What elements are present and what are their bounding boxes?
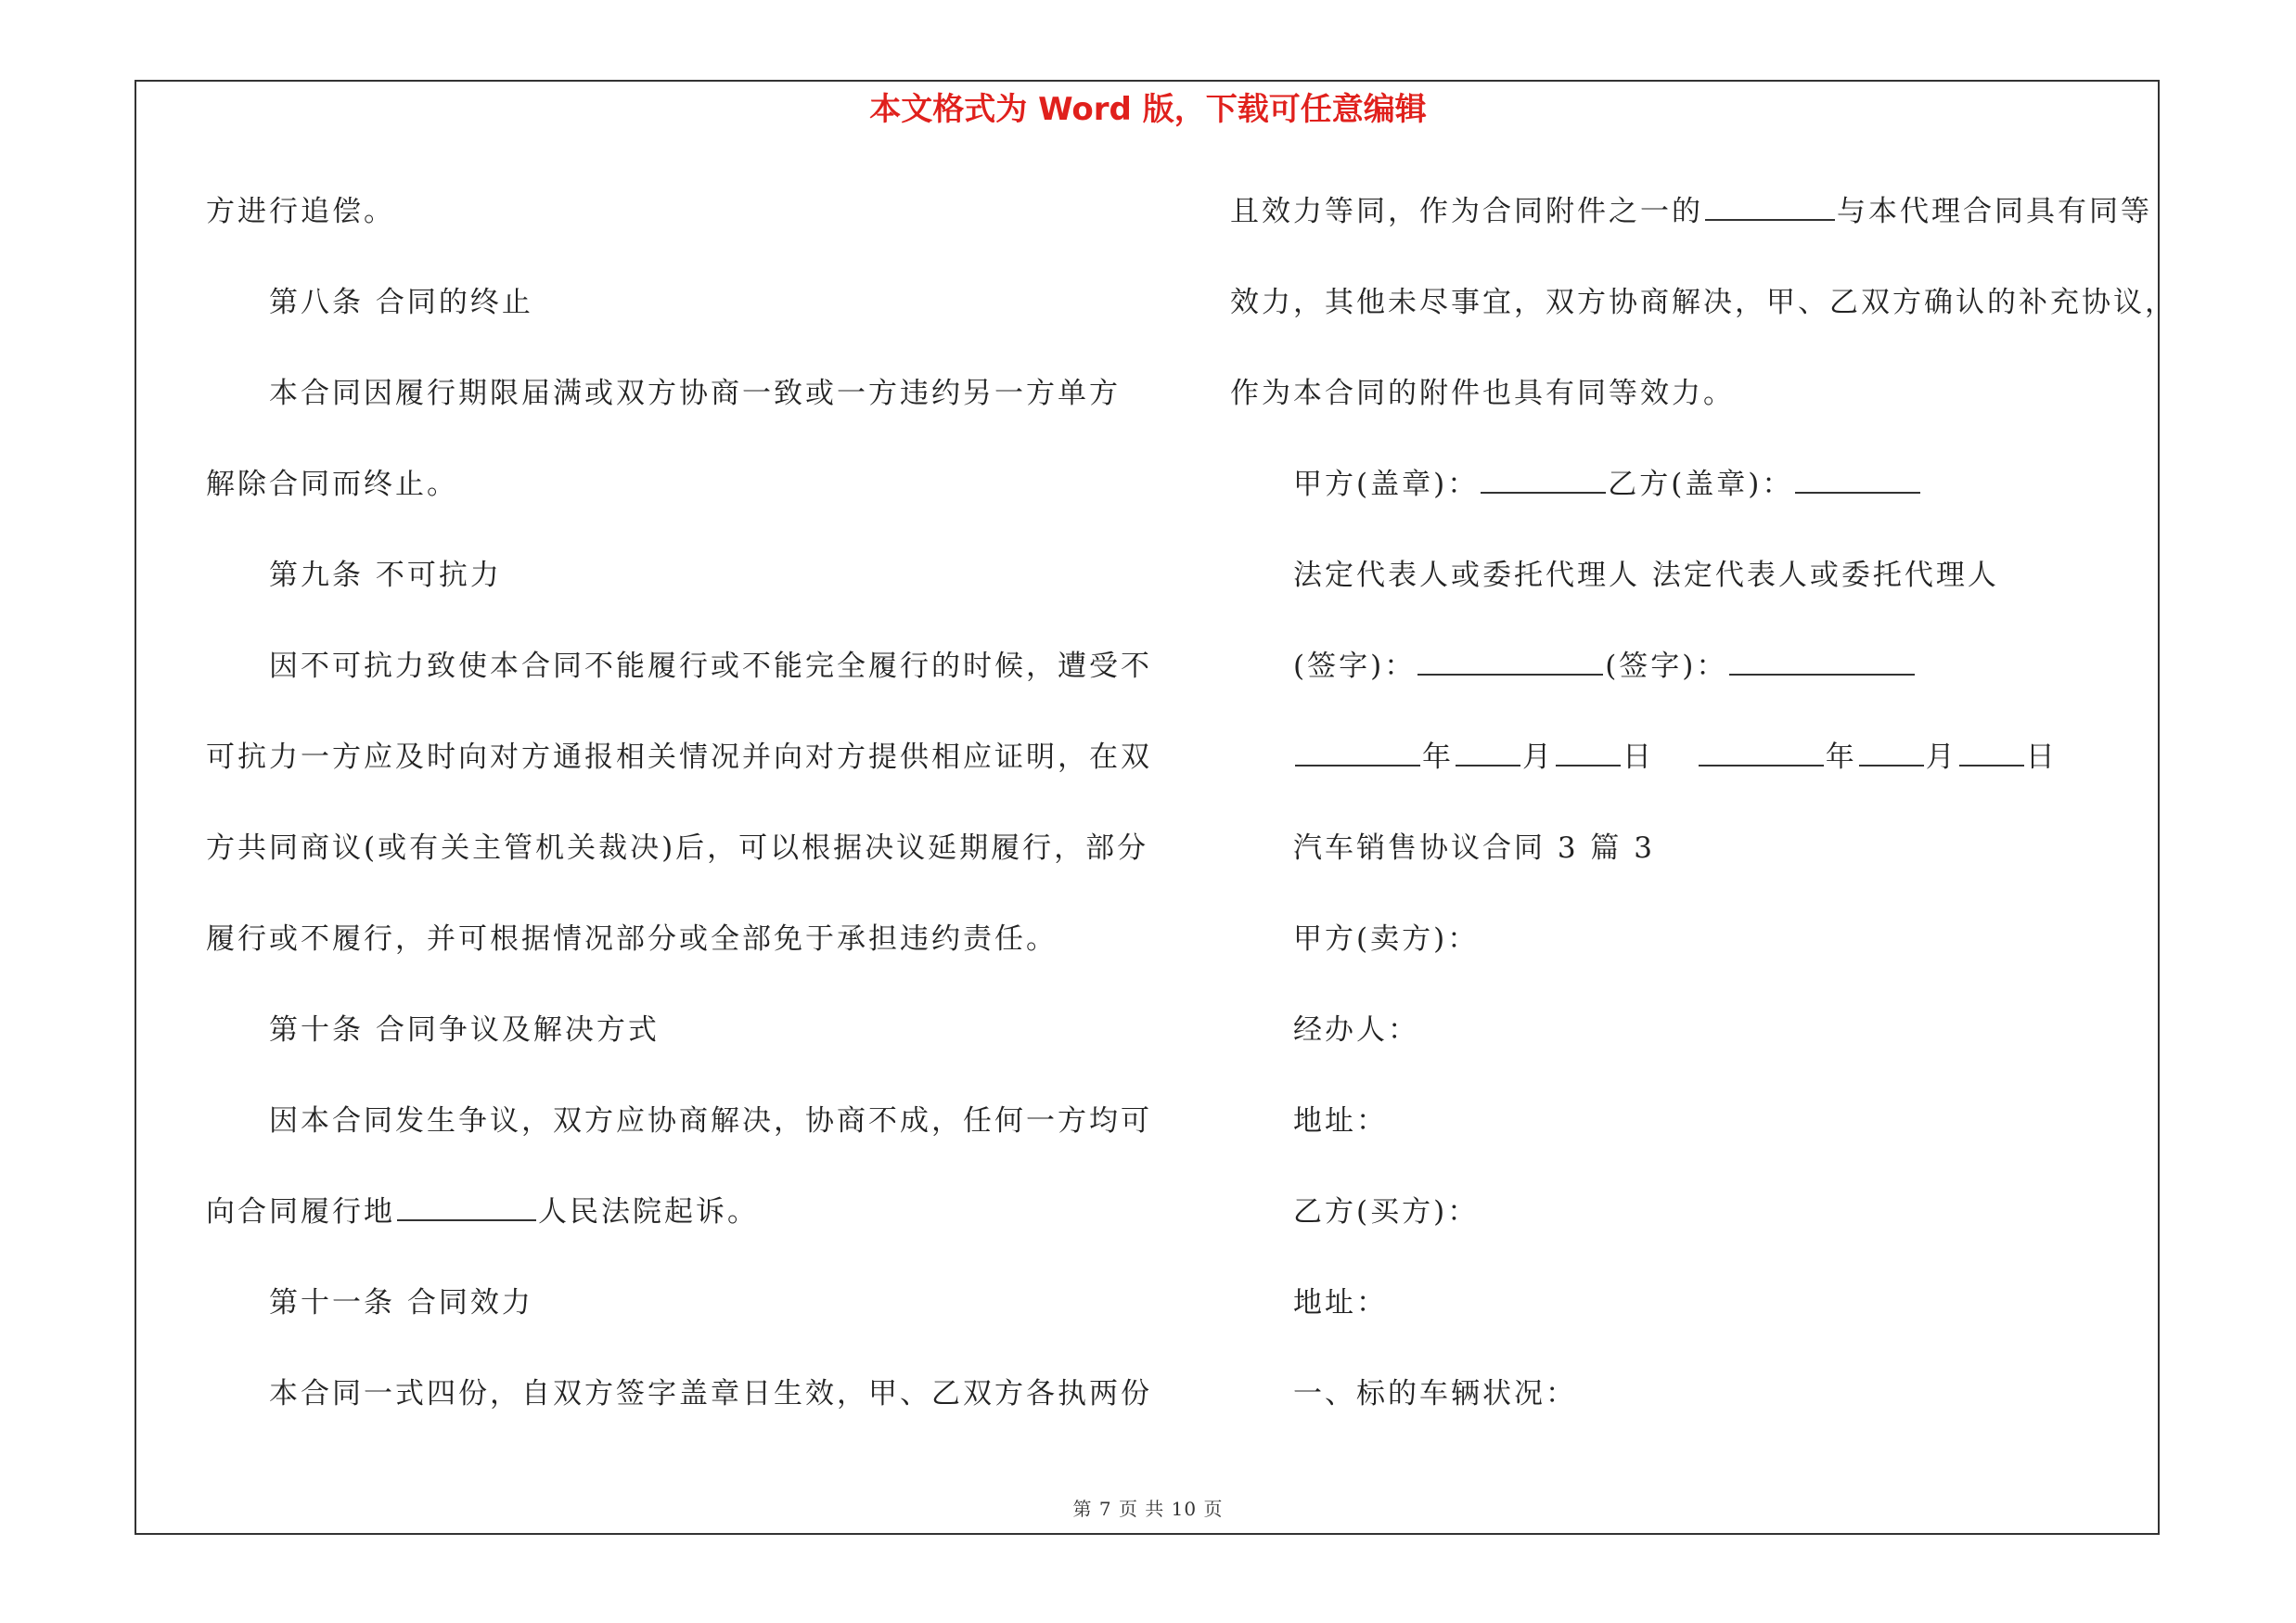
signature-label-a: (签字)： (1293, 650, 1417, 683)
fill-in-blank[interactable] (1729, 646, 1915, 676)
article-heading: 第十条 合同争议及解决方式 (269, 1013, 660, 1047)
day-label: 日 (1623, 741, 1654, 774)
day-blank[interactable] (1959, 737, 2024, 766)
year-blank[interactable] (1699, 737, 1824, 766)
article-heading: 第十一条 合同效力 (269, 1286, 533, 1320)
text-segment: 且效力等同，作为合同附件之一的 (1230, 195, 1703, 228)
text-line: 因本合同发生争议，双方应协商解决，协商不成，任何一方均可 (269, 1104, 1152, 1138)
clause-heading: 一、标的车辆状况： (1293, 1377, 1577, 1410)
article-heading: 第八条 合同的终止 (269, 286, 533, 319)
fill-in-blank[interactable] (1795, 464, 1920, 494)
representative-line: 法定代表人或委托代理人 法定代表人或委托代理人 (1293, 559, 1999, 592)
address-label: 地址： (1293, 1286, 1388, 1320)
day-label: 日 (2025, 741, 2058, 774)
party-b-label: 乙方(买方)： (1293, 1195, 1480, 1229)
text-segment: 与本代理合同具有同等 (1837, 195, 2152, 228)
section-title: 汽车销售协议合同 3 篇 3 (1293, 831, 1656, 865)
party-a-label: 甲方(卖方)： (1293, 922, 1480, 956)
text-line: 履行或不履行，并可根据情况部分或全部免于承担违约责任。 (206, 922, 1058, 956)
party-a-seal-label: 甲方(盖章)： (1293, 468, 1480, 501)
year-blank[interactable] (1295, 737, 1420, 766)
party-b-seal-label: 乙方(盖章)： (1608, 468, 1794, 501)
signature-label-b: (签字)： (1605, 650, 1728, 683)
month-label: 月 (1522, 741, 1554, 774)
fill-in-blank[interactable] (1417, 646, 1603, 676)
month-blank[interactable] (1859, 737, 1924, 766)
text-line: 可抗力一方应及时向对方通报相关情况并向对方提供相应证明，在双 (206, 741, 1152, 774)
date-line (1230, 728, 2176, 818)
month-label: 月 (1925, 741, 1957, 774)
text-segment: 向合同履行地 (206, 1195, 395, 1229)
year-label: 年 (1825, 741, 1857, 774)
day-blank[interactable] (1556, 737, 1621, 766)
text-line: 解除合同而终止。 (206, 468, 458, 501)
text-line: 本合同一式四份，自双方签字盖章日生效，甲、乙双方各执两份 (269, 1377, 1152, 1410)
article-heading: 第九条 不可抗力 (269, 559, 502, 592)
text-line: 因不可抗力致使本合同不能履行或不能完全履行的时候，遭受不 (269, 650, 1152, 683)
text-line (1230, 182, 2176, 273)
fill-in-blank[interactable] (1705, 191, 1835, 221)
word-format-banner: 本文格式为 Word 版，下载可任意编辑 (869, 91, 1427, 128)
text-line: 作为本合同的附件也具有同等效力。 (1230, 377, 1735, 410)
page-number: 第 7 页 共 10 页 (1072, 1498, 1224, 1520)
fill-in-blank[interactable] (397, 1191, 536, 1221)
text-line: 本合同因履行期限届满或双方协商一致或一方违约另一方单方 (269, 377, 1121, 410)
text-line (206, 1182, 1134, 1273)
text-segment: 人民法院起诉。 (538, 1195, 759, 1229)
seal-line (1230, 455, 2176, 546)
year-label: 年 (1422, 741, 1454, 774)
right-column (1230, 182, 2176, 1455)
month-blank[interactable] (1456, 737, 1520, 766)
left-column (206, 182, 1152, 1455)
address-label: 地址： (1293, 1104, 1388, 1138)
text-line: 方进行追偿。 (206, 195, 395, 228)
signature-line (1230, 637, 2176, 728)
text-line: 效力，其他未尽事宜，双方协商解决，甲、乙双方确认的补充协议， (1230, 286, 2176, 319)
fill-in-blank[interactable] (1481, 464, 1606, 494)
text-line: 方共同商议(或有关主管机关裁决)后，可以根据决议延期履行，部分 (206, 831, 1149, 865)
handler-label: 经办人： (1293, 1013, 1419, 1047)
